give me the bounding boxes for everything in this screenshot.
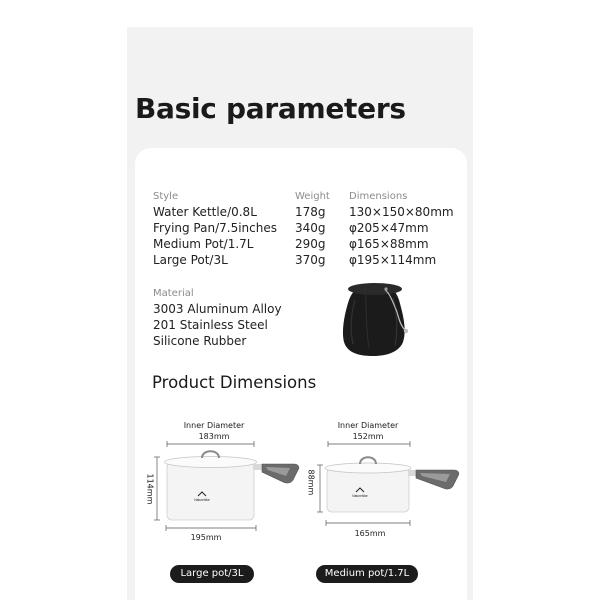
medium-pot-height: 88mm bbox=[306, 469, 316, 496]
spec-style: Water Kettle/0.8L bbox=[153, 205, 257, 219]
column-header-style: Style bbox=[153, 191, 179, 202]
svg-text:Naturehike: Naturehike bbox=[194, 498, 210, 502]
spec-dimensions: φ195×114mm bbox=[349, 253, 437, 267]
column-header-dimensions: Dimensions bbox=[349, 191, 408, 202]
storage-bag-image bbox=[335, 280, 415, 360]
medium-pot-label: Medium pot/1.7L bbox=[316, 565, 418, 583]
large-pot-label: Large pot/3L bbox=[170, 565, 254, 583]
spec-dimensions: φ165×88mm bbox=[349, 237, 429, 251]
spec-weight: 370g bbox=[295, 253, 326, 267]
spec-style: Frying Pan/7.5inches bbox=[153, 221, 277, 235]
large-pot-inner-diameter: 183mm bbox=[198, 432, 230, 441]
page-title: Basic parameters bbox=[135, 92, 406, 125]
spec-dimensions: 130×150×80mm bbox=[349, 205, 454, 219]
spec-style: Large Pot/3L bbox=[153, 253, 228, 267]
spec-style: Medium Pot/1.7L bbox=[153, 237, 254, 251]
medium-pot-image bbox=[310, 440, 470, 530]
svg-text:Naturehike: Naturehike bbox=[352, 494, 368, 498]
medium-pot-inner-diameter-label: Inner Diameter bbox=[337, 421, 399, 430]
spec-weight: 178g bbox=[295, 205, 326, 219]
spec-dimensions: φ205×47mm bbox=[349, 221, 429, 235]
material-label: Material bbox=[153, 288, 194, 299]
large-pot-outer-diameter: 195mm bbox=[190, 533, 222, 542]
medium-pot-outer-diameter: 165mm bbox=[354, 529, 386, 538]
large-pot-inner-diameter-label: Inner Diameter bbox=[183, 421, 245, 430]
material-item: Silicone Rubber bbox=[153, 334, 247, 348]
large-pot-image bbox=[150, 440, 310, 530]
column-header-weight: Weight bbox=[295, 191, 330, 202]
large-pot-height: 114mm bbox=[145, 473, 155, 505]
material-item: 201 Stainless Steel bbox=[153, 318, 268, 332]
material-item: 3003 Aluminum Alloy bbox=[153, 302, 282, 316]
product-dimensions-title: Product Dimensions bbox=[152, 373, 317, 392]
medium-pot-inner-diameter: 152mm bbox=[352, 432, 384, 441]
spec-weight: 290g bbox=[295, 237, 326, 251]
spec-weight: 340g bbox=[295, 221, 326, 235]
